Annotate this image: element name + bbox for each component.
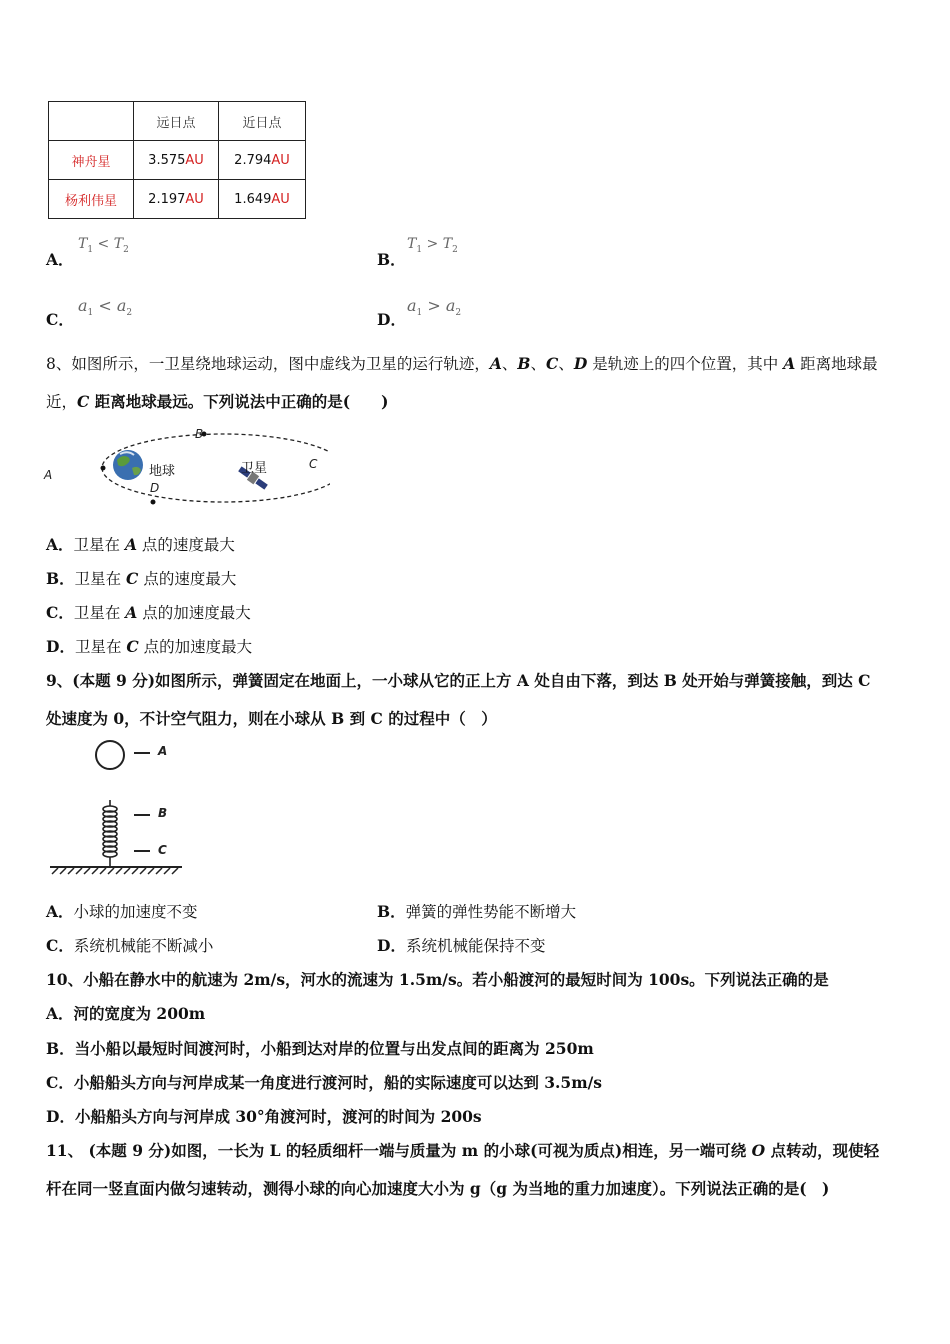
q9-stem-line1: 9、(本题 9 分)如图所示，弹簧固定在地面上，一小球从它的正上方 A 处自由下落，到达 B 处开始与弹簧接触，到达 C [46,671,871,690]
label-c: C [309,457,318,471]
point-a-dot [101,466,106,471]
q10-option-b[interactable]: B．当小船以最短时间渡河时，小船到达对岸的位置与出发点间的距离为 250m [46,1039,594,1058]
q9-option-b[interactable]: B．弹簧的弹性势能不断增大 [377,902,577,921]
table-row [49,141,306,180]
ground-icon [50,867,182,874]
perihelion-value: 2.794AU [219,141,306,180]
q9-option-a[interactable]: A．小球的加速度不变 [46,902,198,921]
label-a: A [44,468,53,482]
q10-stem: 10、小船在静水中的航速为 2m/s，河水的流速为 1.5m/s。若小船渡河的最短时间为 100s。下列说法正确的是 [46,970,829,989]
spring-label-a: A [158,744,168,758]
q9-option-c[interactable]: C．系统机械能不断减小 [46,936,214,955]
q9-option-d[interactable]: D．系统机械能保持不变 [377,936,546,955]
q10-option-a[interactable]: A．河的宽度为 200m [46,1004,206,1023]
table-header-cell: 远日点 [134,102,219,141]
earth-label: 地球 [149,464,176,479]
q7-option-d[interactable]: D． [377,310,406,329]
satellite-orbit-diagram [40,418,330,510]
orbit-data-table [48,101,306,219]
q11-stem-line2: 杆在同一竖直面内做匀速转动，测得小球的向心加速度大小为 g（g 为当地的重力加速度）。下列说法正确的是( ) [46,1179,830,1198]
table-header-row [49,102,306,141]
q7-option-c[interactable]: C． [46,310,74,329]
q10-option-d[interactable]: D．小船船头方向与河岸成 30°角渡河时，渡河的时间为 200s [46,1107,482,1126]
q10-option-c[interactable]: C．小船船头方向与河岸成某一角度进行渡河时，船的实际速度可以达到 3.5m/s [46,1073,602,1092]
spring-label-b: B [158,806,168,820]
spring-icon [103,800,117,866]
q7-option-a-formula: $T_1 < T_2$ [78,236,129,255]
satellite-label: 卫星 [241,461,268,476]
q7-option-d-formula: $a_1 > a_2$ [407,296,462,319]
q8-option-c[interactable]: C．卫星在 A 点的加速度最大 [46,603,251,622]
label-b: B [195,427,204,441]
q9-stem-line2: 处速度为 0，不计空气阻力，则在小球从 B 到 C 的过程中（ ） [46,709,497,728]
q8-stem-line1: 8、如图所示，一卫星绕地球运动，图中虚线为卫星的运行轨迹，A、B、C、D 是轨迹上的四个位置，其中 A 距离地球最 [46,354,878,373]
asteroid-name: 神舟星 [49,141,134,180]
spring-label-c: C [158,843,167,857]
asteroid-name: 杨利伟星 [49,180,134,219]
point-d-dot [151,500,156,505]
q7-option-b[interactable]: B． [377,250,406,269]
table-header-cell: 近日点 [219,102,306,141]
q7-option-b-formula: $T_1 > T_2$ [407,236,458,255]
aphelion-value: 2.197AU [134,180,219,219]
aphelion-value: 3.575AU [134,141,219,180]
q7-option-c-formula: $a_1 < a_2$ [78,296,133,319]
table-header-cell [49,102,134,141]
earth-icon [113,450,143,480]
q8-option-b[interactable]: B．卫星在 C 点的速度最大 [46,569,237,588]
label-d: D [150,481,160,495]
ball-icon [96,741,124,769]
q8-option-d[interactable]: D．卫星在 C 点的加速度最大 [46,637,253,656]
perihelion-value: 1.649AU [219,180,306,219]
q8-option-a[interactable]: A．卫星在 A 点的速度最大 [46,535,235,554]
table-row [49,180,306,219]
q8-stem-line2: 近，C 距离地球最远。下列说法中正确的是( ) [46,392,389,411]
q11-stem-line1: 11、 (本题 9 分)如图，一长为 L 的轻质细杆一端与质量为 m 的小球(可视为质点)相连，另一端可绕 O 点转动，现使轻 [46,1141,880,1160]
q7-option-a[interactable]: A． [46,250,74,269]
